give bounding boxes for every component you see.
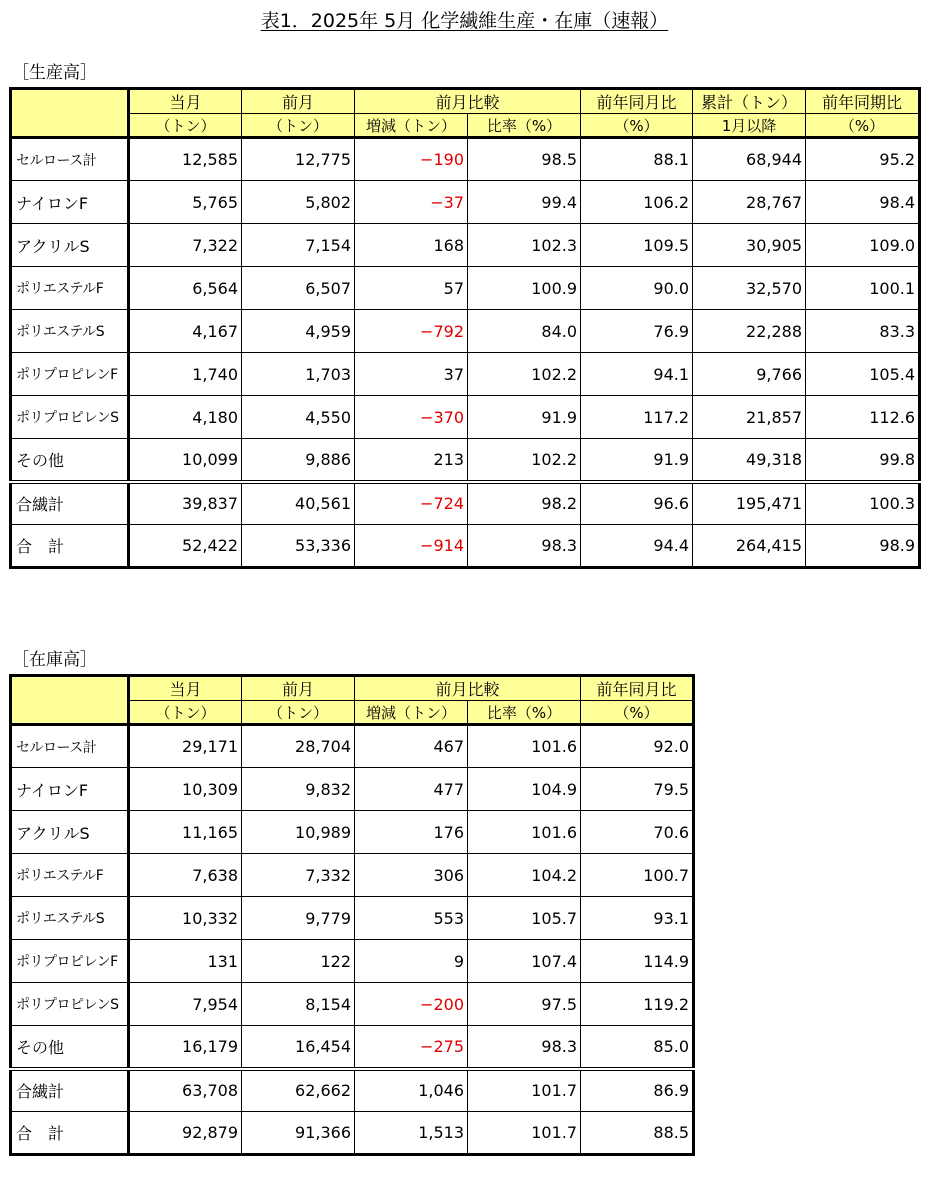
table-row: [11, 897, 694, 940]
cell-current: 6,564: [129, 267, 242, 310]
cell-cum: 28,767: [693, 181, 806, 224]
cell-ratio: 101.7: [468, 1112, 581, 1155]
cell-current: 39,837: [129, 482, 242, 525]
table-row: [11, 439, 920, 482]
table-row: [11, 854, 694, 897]
cell-ratio: 104.2: [468, 854, 581, 897]
header-current: 当月: [129, 89, 242, 114]
cell-cum: 30,905: [693, 224, 806, 267]
cell-diff: 1,046: [355, 1069, 468, 1112]
cell-current: 4,167: [129, 310, 242, 353]
cell-yoy: 86.9: [581, 1069, 694, 1112]
cell-diff: −724: [355, 482, 468, 525]
row-label: 合 計: [11, 525, 129, 568]
cell-previous: 40,561: [242, 482, 355, 525]
table-row: [11, 138, 920, 181]
cell-yoy: 93.1: [581, 897, 694, 940]
cell-diff: 553: [355, 897, 468, 940]
cell-ratio: 102.2: [468, 439, 581, 482]
cell-yoy: 91.9: [581, 439, 693, 482]
production-section-label: ［生産高］: [12, 63, 97, 83]
header-yoy-unit: （%）: [581, 114, 693, 138]
cell-diff: 168: [355, 224, 468, 267]
cell-yoy: 85.0: [581, 1026, 694, 1069]
cell-cum: 21,857: [693, 396, 806, 439]
cell-current: 63,708: [129, 1069, 242, 1112]
cell-cum_yoy: 109.0: [806, 224, 920, 267]
cell-ratio: 98.3: [468, 1026, 581, 1069]
cell-diff: 176: [355, 811, 468, 854]
cell-cum: 264,415: [693, 525, 806, 568]
production-table: [9, 87, 921, 569]
cell-diff: −200: [355, 983, 468, 1026]
cell-yoy: 94.1: [581, 353, 693, 396]
cell-previous: 7,332: [242, 854, 355, 897]
header-ratio: 比率（%）: [468, 701, 581, 725]
header-previous: 前月: [242, 676, 355, 701]
cell-diff: −190: [355, 138, 468, 181]
header-current: 当月: [129, 676, 242, 701]
cell-previous: 9,779: [242, 897, 355, 940]
header-cum: 累計（トン）: [693, 89, 806, 114]
row-label: ポリプロピレンS: [11, 396, 129, 439]
cell-cum_yoy: 98.9: [806, 525, 920, 568]
row-label: ポリエステルF: [11, 267, 129, 310]
cell-ratio: 91.9: [468, 396, 581, 439]
cell-ratio: 97.5: [468, 983, 581, 1026]
header-compare: 前月比較: [355, 676, 581, 701]
row-label: その他: [11, 1026, 129, 1069]
table-row: [11, 940, 694, 983]
cell-ratio: 102.2: [468, 353, 581, 396]
cell-diff: 306: [355, 854, 468, 897]
row-label: ポリエステルS: [11, 897, 129, 940]
row-label: ポリプロピレンF: [11, 940, 129, 983]
header-current-unit: （トン）: [129, 114, 242, 138]
cell-previous: 7,154: [242, 224, 355, 267]
cell-current: 16,179: [129, 1026, 242, 1069]
cell-yoy: 100.7: [581, 854, 694, 897]
header-cum-yoy: 前年同期比: [806, 89, 920, 114]
cell-previous: 5,802: [242, 181, 355, 224]
cell-diff: −275: [355, 1026, 468, 1069]
cell-ratio: 99.4: [468, 181, 581, 224]
header-yoy-unit: （%）: [581, 701, 694, 725]
cell-yoy: 119.2: [581, 983, 694, 1026]
cell-cum_yoy: 98.4: [806, 181, 920, 224]
cell-cum_yoy: 105.4: [806, 353, 920, 396]
cell-yoy: 76.9: [581, 310, 693, 353]
cell-yoy: 88.5: [581, 1112, 694, 1155]
header-diff: 増減（トン）: [355, 114, 468, 138]
row-label: ポリプロピレンF: [11, 353, 129, 396]
cell-yoy: 90.0: [581, 267, 693, 310]
cell-ratio: 98.3: [468, 525, 581, 568]
cell-current: 52,422: [129, 525, 242, 568]
cell-previous: 4,550: [242, 396, 355, 439]
cell-current: 7,638: [129, 854, 242, 897]
table-row: [11, 1069, 694, 1112]
inventory-section-label: ［在庫高］: [12, 650, 97, 670]
row-label: ポリエステルF: [11, 854, 129, 897]
header-cum-sub: 1月以降: [693, 114, 806, 138]
cell-yoy: 96.6: [581, 482, 693, 525]
table-row: [11, 267, 920, 310]
cell-current: 7,954: [129, 983, 242, 1026]
cell-yoy: 106.2: [581, 181, 693, 224]
table-row: [11, 396, 920, 439]
cell-current: 10,332: [129, 897, 242, 940]
cell-current: 92,879: [129, 1112, 242, 1155]
cell-current: 131: [129, 940, 242, 983]
cell-diff: −370: [355, 396, 468, 439]
cell-cum: 22,288: [693, 310, 806, 353]
table-row: [11, 482, 920, 525]
table-row: [11, 983, 694, 1026]
cell-previous: 9,886: [242, 439, 355, 482]
cell-current: 5,765: [129, 181, 242, 224]
cell-diff: −37: [355, 181, 468, 224]
cell-ratio: 100.9: [468, 267, 581, 310]
cell-cum: 32,570: [693, 267, 806, 310]
cell-previous: 6,507: [242, 267, 355, 310]
cell-diff: −792: [355, 310, 468, 353]
cell-yoy: 94.4: [581, 525, 693, 568]
table-row: [11, 1112, 694, 1155]
cell-ratio: 101.6: [468, 811, 581, 854]
row-label: セルロース計: [11, 725, 129, 768]
cell-yoy: 88.1: [581, 138, 693, 181]
cell-cum_yoy: 100.3: [806, 482, 920, 525]
cell-current: 1,740: [129, 353, 242, 396]
row-label: アクリルS: [11, 224, 129, 267]
cell-diff: 1,513: [355, 1112, 468, 1155]
table-row: [11, 725, 694, 768]
header-cum-yoy-unit: （%）: [806, 114, 920, 138]
cell-cum_yoy: 112.6: [806, 396, 920, 439]
cell-cum_yoy: 95.2: [806, 138, 920, 181]
header-corner: [11, 89, 129, 138]
cell-ratio: 101.7: [468, 1069, 581, 1112]
table-row: [11, 310, 920, 353]
row-label: 合繊計: [11, 1069, 129, 1112]
cell-diff: 477: [355, 768, 468, 811]
cell-cum: 9,766: [693, 353, 806, 396]
cell-yoy: 70.6: [581, 811, 694, 854]
cell-ratio: 98.2: [468, 482, 581, 525]
cell-cum_yoy: 100.1: [806, 267, 920, 310]
cell-yoy: 114.9: [581, 940, 694, 983]
cell-ratio: 107.4: [468, 940, 581, 983]
row-label: アクリルS: [11, 811, 129, 854]
cell-diff: 467: [355, 725, 468, 768]
cell-previous: 8,154: [242, 983, 355, 1026]
cell-previous: 1,703: [242, 353, 355, 396]
cell-current: 29,171: [129, 725, 242, 768]
table-row: [11, 353, 920, 396]
header-previous-unit: （トン）: [242, 701, 355, 725]
cell-diff: 213: [355, 439, 468, 482]
cell-current: 10,099: [129, 439, 242, 482]
cell-diff: 9: [355, 940, 468, 983]
header-ratio: 比率（%）: [468, 114, 581, 138]
table-row: [11, 811, 694, 854]
cell-previous: 4,959: [242, 310, 355, 353]
cell-cum: 68,944: [693, 138, 806, 181]
table-row: [11, 768, 694, 811]
table-row: [11, 224, 920, 267]
page-title: 表1．2025年 5月 化学繊維生産・在庫（速報）: [260, 10, 669, 32]
cell-previous: 28,704: [242, 725, 355, 768]
cell-previous: 122: [242, 940, 355, 983]
cell-yoy: 109.5: [581, 224, 693, 267]
row-label: 合繊計: [11, 482, 129, 525]
cell-current: 7,322: [129, 224, 242, 267]
cell-diff: 37: [355, 353, 468, 396]
table-row: [11, 525, 920, 568]
row-label: セルロース計: [11, 138, 129, 181]
header-diff: 増減（トン）: [355, 701, 468, 725]
header-compare: 前月比較: [355, 89, 581, 114]
header-current-unit: （トン）: [129, 701, 242, 725]
row-label: 合 計: [11, 1112, 129, 1155]
row-label: ポリエステルS: [11, 310, 129, 353]
row-label: ナイロンF: [11, 768, 129, 811]
inventory-table: [9, 674, 695, 1156]
cell-previous: 91,366: [242, 1112, 355, 1155]
table-row: [11, 1026, 694, 1069]
cell-diff: 57: [355, 267, 468, 310]
cell-cum_yoy: 83.3: [806, 310, 920, 353]
cell-previous: 53,336: [242, 525, 355, 568]
cell-yoy: 92.0: [581, 725, 694, 768]
cell-ratio: 104.9: [468, 768, 581, 811]
cell-ratio: 101.6: [468, 725, 581, 768]
row-label: ポリプロピレンS: [11, 983, 129, 1026]
cell-ratio: 98.5: [468, 138, 581, 181]
cell-cum: 49,318: [693, 439, 806, 482]
cell-cum: 195,471: [693, 482, 806, 525]
cell-diff: −914: [355, 525, 468, 568]
header-corner: [11, 676, 129, 725]
header-yoy: 前年同月比: [581, 676, 694, 701]
header-previous-unit: （トン）: [242, 114, 355, 138]
header-yoy: 前年同月比: [581, 89, 693, 114]
cell-current: 4,180: [129, 396, 242, 439]
cell-ratio: 105.7: [468, 897, 581, 940]
row-label: ナイロンF: [11, 181, 129, 224]
cell-previous: 16,454: [242, 1026, 355, 1069]
table-row: [11, 181, 920, 224]
cell-yoy: 117.2: [581, 396, 693, 439]
cell-cum_yoy: 99.8: [806, 439, 920, 482]
cell-previous: 12,775: [242, 138, 355, 181]
cell-current: 11,165: [129, 811, 242, 854]
cell-yoy: 79.5: [581, 768, 694, 811]
cell-previous: 10,989: [242, 811, 355, 854]
cell-current: 10,309: [129, 768, 242, 811]
cell-previous: 62,662: [242, 1069, 355, 1112]
header-previous: 前月: [242, 89, 355, 114]
cell-ratio: 84.0: [468, 310, 581, 353]
cell-previous: 9,832: [242, 768, 355, 811]
cell-ratio: 102.3: [468, 224, 581, 267]
cell-current: 12,585: [129, 138, 242, 181]
row-label: その他: [11, 439, 129, 482]
